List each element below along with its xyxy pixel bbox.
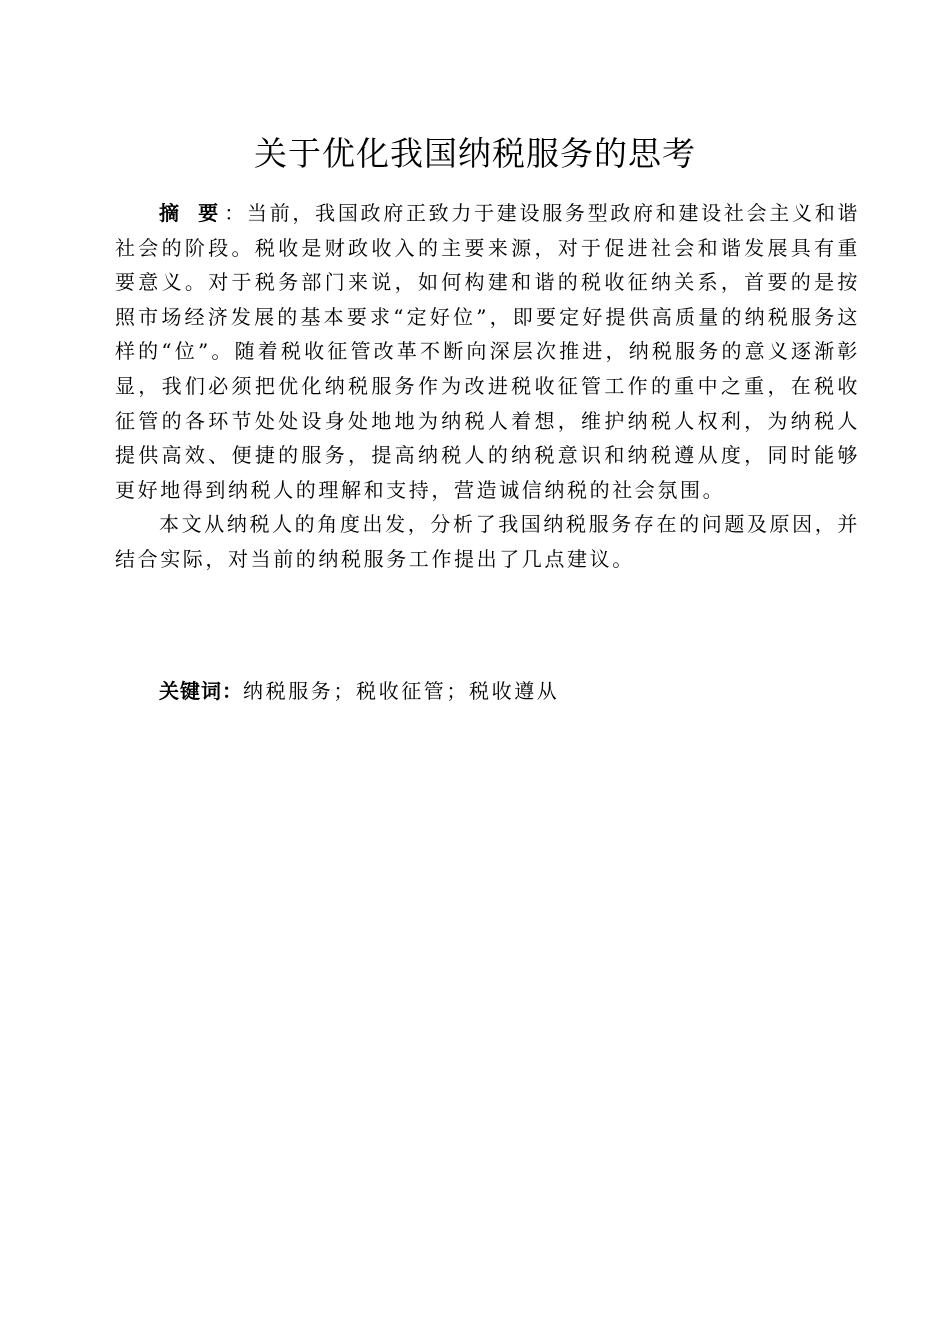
- abstract-text-1: 当前，我国政府正致力于建设服务型政府和建设社会主义和谐社会的阶段。税收是财政收入的主要来源，对于促进社会和谐发展具有重要意义。对于税务部门来说，如何构建和谐的税收征纳关系，首要的是按照市场经济发展的基本要求“定好位”，即要定好提供高质量的纳税服务这样的“位”。随着税收征管改革不断向深层次推进，纳税服务的意义逐渐彰显，我们必须把优化纳税服务作为改进税收征管工作的重中之重，在税收征管的各环节处处设身处地地为纳税人着想，维护纳税人权利，为纳税人提供高效、便捷的服务，提高纳税人的纳税意识和纳税遵从度，同时能够更好地得到纳税人的理解和支持，营造诚信纳税的社会氛围。: [115, 201, 861, 502]
- abstract-label: 摘 要: [159, 201, 225, 225]
- abstract-section: [115, 196, 860, 577]
- keywords-label: 关键词：: [159, 679, 243, 703]
- abstract-colon: ：: [224, 201, 248, 225]
- keywords-value: 纳税服务；税收征管；税收遵从: [243, 679, 560, 703]
- abstract-text-2: 本文从纳税人的角度出发，分析了我国纳税服务存在的问题及原因，并结合实际，对当前的纳税服务工作提出了几点建议。: [115, 512, 860, 571]
- abstract-paragraph-2: [115, 507, 860, 576]
- keywords-line: [159, 676, 559, 706]
- document-title: 关于优化我国纳税服务的思考: [254, 134, 696, 173]
- abstract-paragraph-1: [115, 196, 860, 507]
